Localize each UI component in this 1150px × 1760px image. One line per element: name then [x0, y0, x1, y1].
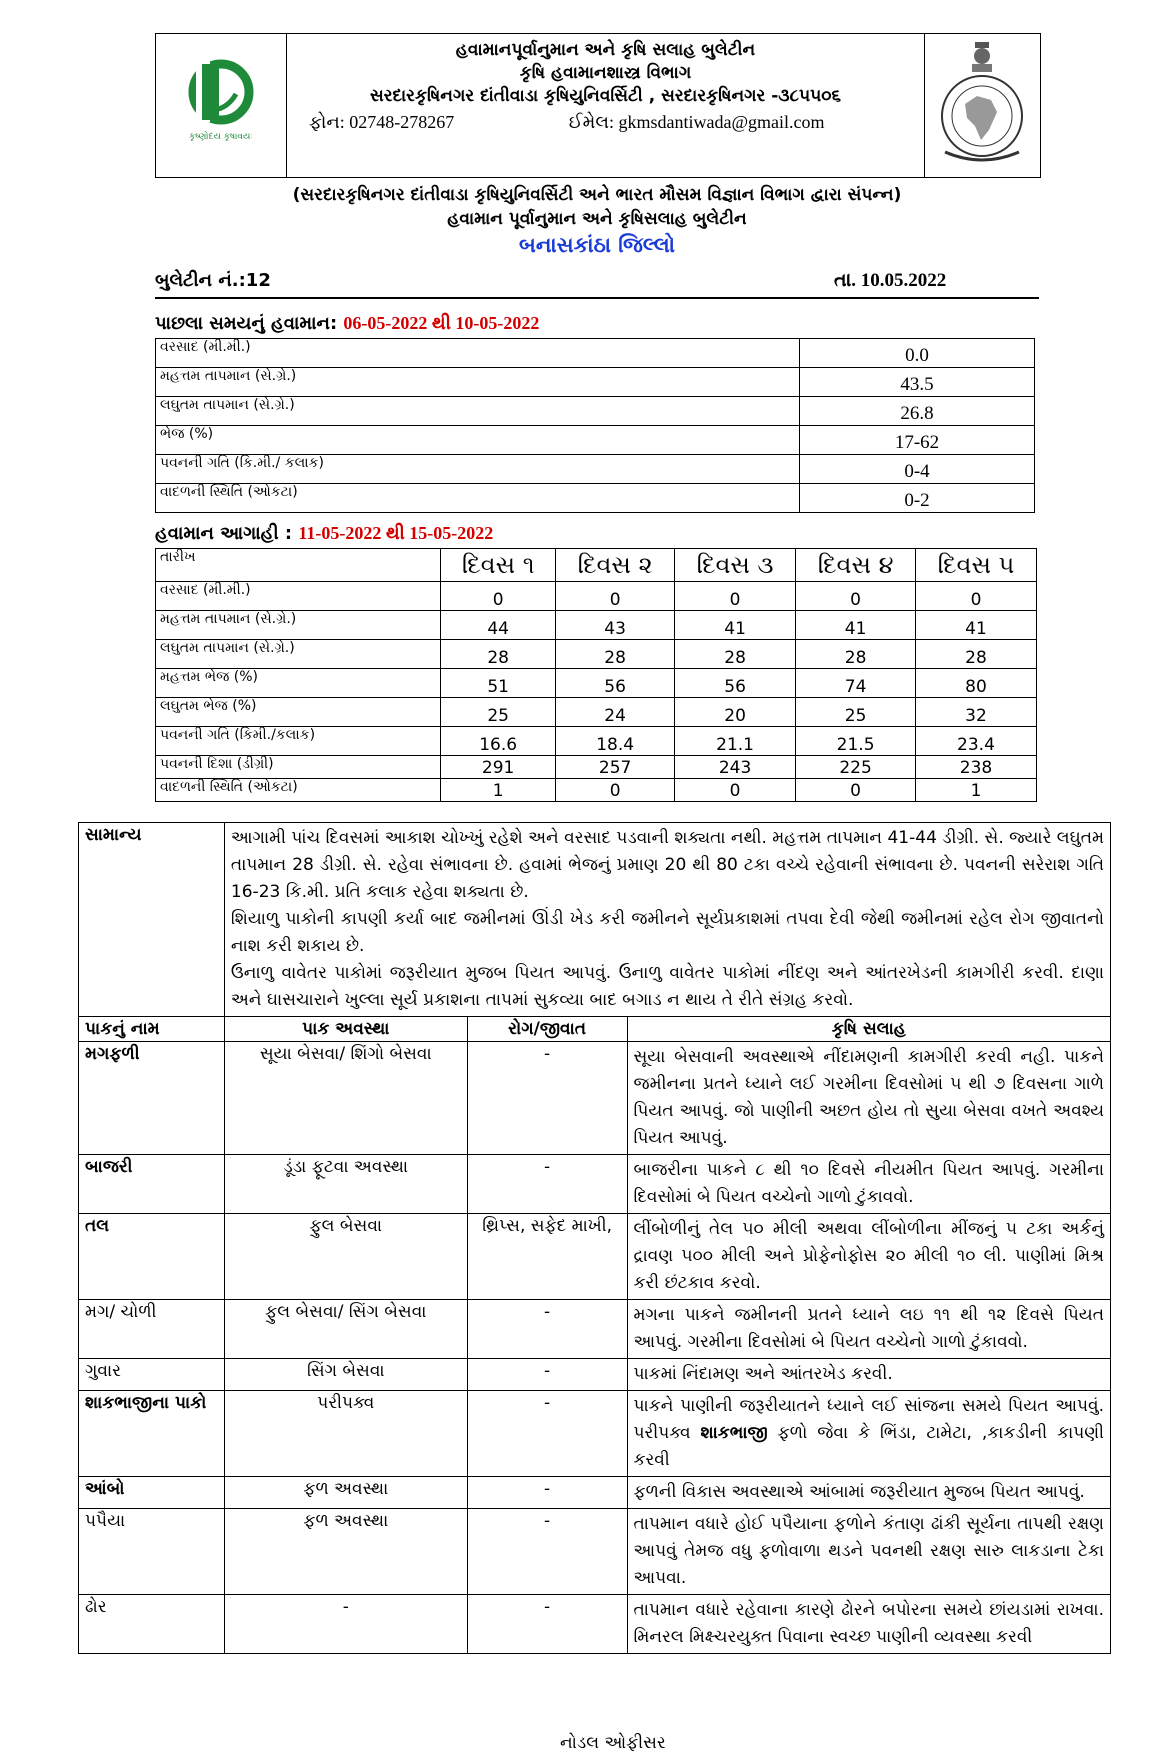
forecast-value: 43 [556, 611, 675, 640]
forecast-value: 243 [674, 756, 795, 779]
university-logo [156, 34, 287, 177]
forecast-value: 291 [441, 756, 556, 779]
past-weather-label: વાદળની સ્થિતિ (ઓકટા) [156, 484, 800, 513]
crop-stage: ફુલ બેસવા/ સિંગ બેસવા [224, 1300, 467, 1359]
forecast-row [156, 669, 1037, 698]
forecast-value: 0 [915, 582, 1036, 611]
past-weather-row [156, 397, 1035, 426]
crop-row [79, 1391, 1111, 1477]
header-line-1: હવામાનપૂર્વાનુમાન અને કૃષિ સલાહ બુલેટીન [455, 40, 756, 60]
forecast-value: 41 [915, 611, 1036, 640]
crop-advice-bold: શાકભાજી [700, 1423, 768, 1443]
crop-pest-header: રોગ/જીવાત [467, 1017, 627, 1042]
forecast-value: 44 [441, 611, 556, 640]
crop-row [79, 1359, 1111, 1391]
crop-pest: થ્રિપ્સ, સફેદ માખી, [467, 1214, 627, 1300]
forecast-row [156, 727, 1037, 756]
crop-stage: સિંગ બેસવા [224, 1359, 467, 1391]
forecast-row [156, 582, 1037, 611]
day-header: દિવસ ૩ [674, 549, 795, 582]
logo-motto: કૃષ્ણોદય કૃષાવયઃ [189, 132, 253, 142]
crop-pest: - [467, 1300, 627, 1359]
header-box [155, 33, 1041, 178]
past-weather-value: 0.0 [800, 339, 1035, 368]
crop-pest: - [467, 1391, 627, 1477]
crop-name: આંબો [79, 1477, 225, 1509]
past-weather-value: 43.5 [800, 368, 1035, 397]
forecast-value: 0 [796, 779, 916, 802]
crop-stage: ડૂંડા ફૂટવા અવસ્થા [224, 1155, 467, 1214]
crop-advice-header: કૃષિ સલાહ [627, 1017, 1110, 1042]
crop-name: શાકભાજીના પાકો [79, 1391, 225, 1477]
crop-name: બાજરી [79, 1155, 225, 1214]
crop-name: મગફળી [79, 1042, 225, 1155]
forecast-value: 20 [674, 698, 795, 727]
forecast-value: 23.4 [915, 727, 1036, 756]
forecast-label: વાદળની સ્થિતિ (ઓકટા) [156, 779, 441, 802]
title-bulletin: હવામાન પૂર્વાનુમાન અને કૃષિસલાહ બુલેટીન [447, 209, 747, 229]
date-label: તારીખ [156, 549, 441, 582]
past-weather-label: ભેજ (%) [156, 426, 800, 455]
forecast-header-row [156, 549, 1037, 582]
forecast-value: 41 [674, 611, 795, 640]
crop-stage: ફળ અવસ્થા [224, 1509, 467, 1595]
forecast-label: વરસાદ (મી.મી.) [156, 582, 441, 611]
general-text [224, 823, 1110, 1017]
crop-stage: - [224, 1595, 467, 1654]
forecast-row [156, 698, 1037, 727]
forecast-value: 21.5 [796, 727, 916, 756]
crop-advice: તાપમાન વધારે હોઈ પપૈયાના ફળોને કંતાણ ઢાંકી સૂર્યના તાપથી રક્ષણ આપવું તેમજ વધુ ફળોવાળા થડને પવનથી રક્ષણ સારુ લાકડાના ટેકા આપવા. [627, 1509, 1110, 1595]
past-weather-row [156, 339, 1035, 368]
crop-name: ઢોર [79, 1595, 225, 1654]
forecast-value: 28 [441, 640, 556, 669]
forecast-value: 1 [441, 779, 556, 802]
forecast-value: 24 [556, 698, 675, 727]
crop-stage: ફળ અવસ્થા [224, 1477, 467, 1509]
forecast-value: 25 [441, 698, 556, 727]
past-period: 06-05-2022 થી 10-05-2022 [343, 313, 540, 333]
forecast-label: મહત્તમ ભેજ (%) [156, 669, 441, 698]
general-row [79, 823, 1111, 1017]
forecast-value: 28 [674, 640, 795, 669]
imd-emblem [924, 34, 1040, 177]
header-text [287, 34, 924, 177]
forecast-value: 16.6 [441, 727, 556, 756]
day-header: દિવસ ૧ [441, 549, 556, 582]
forecast-value: 257 [556, 756, 675, 779]
contact-line [287, 112, 924, 133]
forecast-value: 0 [556, 582, 675, 611]
forecast-row [156, 779, 1037, 802]
crop-row [79, 1042, 1111, 1155]
forecast-value: 80 [915, 669, 1036, 698]
day-header: દિવસ ૫ [915, 549, 1036, 582]
past-weather-row [156, 484, 1035, 513]
bulletin-number [155, 270, 271, 291]
forecast-value: 0 [674, 779, 795, 802]
crop-pest: - [467, 1155, 627, 1214]
past-weather-label: લઘુતમ તાપમાન (સે.ગ્રે.) [156, 397, 800, 426]
crop-stage-header: પાક અવસ્થા [224, 1017, 467, 1042]
crop-name-header: પાકનું નામ [79, 1017, 225, 1042]
crop-name: તલ [79, 1214, 225, 1300]
general-paragraph: શિયાળુ પાકોની કાપણી કર્યા બાદ જમીનમાં ઊંડી ખેડ કરી જમીનને સૂર્યપ્રકાશમાં તપવા દેવી જેથી જમીનમાં રહેલ રોગ જીવાતનો નાશ કરી શકાય છે. [230, 909, 1104, 956]
forecast-value: 28 [556, 640, 675, 669]
general-label: સામાન્ય [79, 823, 225, 1017]
crop-row [79, 1155, 1111, 1214]
past-weather-value: 0-2 [800, 484, 1035, 513]
forecast-label: મહત્તમ તાપમાન (સે.ગ્રે.) [156, 611, 441, 640]
day-header: દિવસ ૨ [556, 549, 675, 582]
past-weather-label: મહત્તમ તાપમાન (સે.ગ્રે.) [156, 368, 800, 397]
title-district: બનાસકાંઠા જિલ્લો [519, 233, 675, 257]
forecast-value: 51 [441, 669, 556, 698]
past-weather-heading [155, 313, 539, 334]
past-weather-label: પવનની ગતિ (કિ.મી./ કલાક) [156, 455, 800, 484]
forecast-label: લઘુતમ તાપમાન (સે.ગ્રે.) [156, 640, 441, 669]
header-line-2: કૃષિ હવામાનશાસ્ત્ર વિભાગ [519, 63, 692, 83]
crop-stage: પરીપક્વ [224, 1391, 467, 1477]
crop-advice [627, 1391, 1110, 1477]
forecast-value: 74 [796, 669, 916, 698]
crop-name: મગ/ ચોળી [79, 1300, 225, 1359]
past-weather-row [156, 455, 1035, 484]
forecast-value: 56 [674, 669, 795, 698]
crop-pest: - [467, 1359, 627, 1391]
forecast-value: 28 [796, 640, 916, 669]
past-heading-label: પાછલા સમયનું હવામાન: [155, 313, 344, 334]
forecast-value: 32 [915, 698, 1036, 727]
crop-pest: - [467, 1042, 627, 1155]
email-text: ઈમેલ: gkmsdantiwada@gmail.com [568, 112, 825, 132]
phone-text: ફોન: 02748-278267 [309, 112, 455, 132]
forecast-label: લઘુતમ ભેજ (%) [156, 698, 441, 727]
bulletin-number-text: બુલેટીન નં.:12 [155, 270, 271, 291]
forecast-heading [155, 523, 493, 544]
crop-name: ગુવાર [79, 1359, 225, 1391]
past-weather-value: 0-4 [800, 455, 1035, 484]
past-weather-row [156, 426, 1035, 455]
crop-row [79, 1595, 1111, 1654]
title-collaboration: (સરદારકૃષિનગર દાંતીવાડા કૃષિયુનિવર્સિટી અને ભારત મૌસમ વિજ્ઞાન વિભાગ દ્વારા સંપન્ન) [292, 185, 902, 205]
past-weather-label: વરસાદ (મી.મી.) [156, 339, 800, 368]
forecast-value: 0 [674, 582, 795, 611]
forecast-heading-label: હવામાન આગાહી : [155, 523, 299, 544]
crop-row [79, 1509, 1111, 1595]
bulletin-date: તા. 10.05.2022 [834, 270, 947, 291]
crop-stage: ફુલ બેસવા [224, 1214, 467, 1300]
general-paragraph: આગામી પાંચ દિવસમાં આકાશ ચોખ્ખું રહેશે અને વરસાદ પડવાની શક્યતા નથી. મહત્તમ તાપમાન 41-44 ડીગ્રી. સે. જ્યારે લઘુતમ તાપમાન 28 ડીગ્રી. સે. રહેવા સંભાવના છે. હવામાં ભેજનું પ્રમાણ 20 થી 80 ટકા વચ્ચે રહેવાની સંભાવના છે. પવનની સરેરાશ ગતિ 16-23 કિ.મી. પ્રતિ કલાક રહેવા શક્યતા છે. [230, 828, 1105, 902]
past-weather-table [155, 338, 1035, 513]
forecast-row [156, 611, 1037, 640]
day-header: દિવસ ૪ [796, 549, 916, 582]
forecast-label: પવનની દિશા (ડીગ્રી) [156, 756, 441, 779]
header-line-3: સરદારકૃષિનગર દાંતીવાડા કૃષિયુનિવર્સિટી , સરદારકૃષિનગર -૩૮૫૫૦૬ [369, 86, 842, 106]
crop-advice: મગના પાકને જમીનની પ્રતને ધ્યાને લઇ ૧૧ થી ૧૨ દિવસે પિયત આપવું. ગરમીના દિવસોમાં બે પિયત વચ્ચેનો ગાળો ટુંકાવવો. [627, 1300, 1110, 1359]
past-weather-value: 17-62 [800, 426, 1035, 455]
crop-advice: બાજરીના પાકને ૮ થી ૧૦ દિવસે નીયમીત પિયત આપવું. ગરમીના દિવસોમાં બે પિયત વચ્ચેનો ગાળો ટુંકાવવો. [627, 1155, 1110, 1214]
crop-name: પપૈયા [79, 1509, 225, 1595]
crop-row [79, 1300, 1111, 1359]
forecast-row [156, 640, 1037, 669]
forecast-value: 25 [796, 698, 916, 727]
footer-nodal-officer: નોડલ ઓફીસર [560, 1733, 666, 1753]
forecast-value: 18.4 [556, 727, 675, 756]
general-paragraph: ઉનાળુ વાવેતર પાકોમાં જરૂરીયાત મુજબ પિયત આપવું. ઉનાળુ વાવેતર પાકોમાં નીંદણ અને આંતરખેડની કામગીરી કરવી. દાણા અને ઘાસચારાને ખુલ્લા સૂર્ય પ્રકાશના તાપમાં સુકવ્યા બાદ બગાડ ન થાય તે રીતે સંગ્રહ કરવો. [230, 963, 1104, 1010]
crop-pest: - [467, 1595, 627, 1654]
past-weather-row [156, 368, 1035, 397]
forecast-table [155, 548, 1037, 802]
crop-row [79, 1214, 1111, 1300]
past-weather-value: 26.8 [800, 397, 1035, 426]
forecast-row [156, 756, 1037, 779]
crop-advice: તાપમાન વધારે રહેવાના કારણે ઢોરને બપોરના સમયે છાંયડામાં રાખવા. મિનરલ મિક્ષ્ચરયુક્ત પિવાના સ્વચ્છ પાણીની વ્યવસ્થા કરવી [627, 1595, 1110, 1654]
forecast-value: 56 [556, 669, 675, 698]
forecast-value: 28 [915, 640, 1036, 669]
crop-pest: - [467, 1477, 627, 1509]
crop-advice: લીંબોળીનું તેલ ૫૦ મીલી અથવા લીંબોળીના મીંજનું ૫ ટકા અર્કનું દ્રાવણ ૫૦૦ મીલી અને પ્રોફેનોફોસ ૨૦ મીલી ૧૦ લી. પાણીમાં મિશ્ર કરી છંટકાવ કરવો. [627, 1214, 1110, 1300]
forecast-value: 225 [796, 756, 916, 779]
crop-stage: સૂયા બેસવા/ શિંગો બેસવા [224, 1042, 467, 1155]
forecast-label: પવનની ગતિ (કિમી./કલાક) [156, 727, 441, 756]
crop-advice-post: ફળો જેવા કે ભિંડા, ટામેટા, ,કાકડીની કાપણી કરવી [633, 1423, 1104, 1470]
crop-advice-pre: પાકને પાણીની જરૂરીયાતને ધ્યાને લઈ સાંજના સમયે પિયત આપવું. પરીપક્વ [633, 1396, 1104, 1443]
forecast-value: 21.1 [674, 727, 795, 756]
forecast-value: 238 [915, 756, 1036, 779]
advisory-table [78, 822, 1111, 1654]
crop-pest: - [467, 1509, 627, 1595]
forecast-period: 11-05-2022 થી 15-05-2022 [298, 523, 494, 543]
crop-advice: ફળની વિકાસ અવસ્થાએ આંબામાં જરૂરીયાત મુજબ પિયત આપવું. [627, 1477, 1110, 1509]
crops-header-row [79, 1017, 1111, 1042]
crop-advice: પાકમાં નિંદામણ અને આંતરખેડ કરવી. [627, 1359, 1110, 1391]
forecast-value: 0 [796, 582, 916, 611]
forecast-value: 41 [796, 611, 916, 640]
forecast-value: 0 [441, 582, 556, 611]
forecast-value: 1 [915, 779, 1036, 802]
crop-advice: સૂયા બેસવાની અવસ્થાએ નીંદામણની કામગીરી કરવી નહી. પાકને જમીનના પ્રતને ધ્યાને લઈ ગરમીના દિવસોમાં ૫ થી ૭ દિવસના ગાળે પિયત આપવું. જો પાણીની અછત હોય તો સુયા બેસવા વખતે અવશ્ય પિયત આપવું. [627, 1042, 1110, 1155]
crop-row [79, 1477, 1111, 1509]
forecast-value: 0 [556, 779, 675, 802]
divider [155, 297, 1039, 299]
